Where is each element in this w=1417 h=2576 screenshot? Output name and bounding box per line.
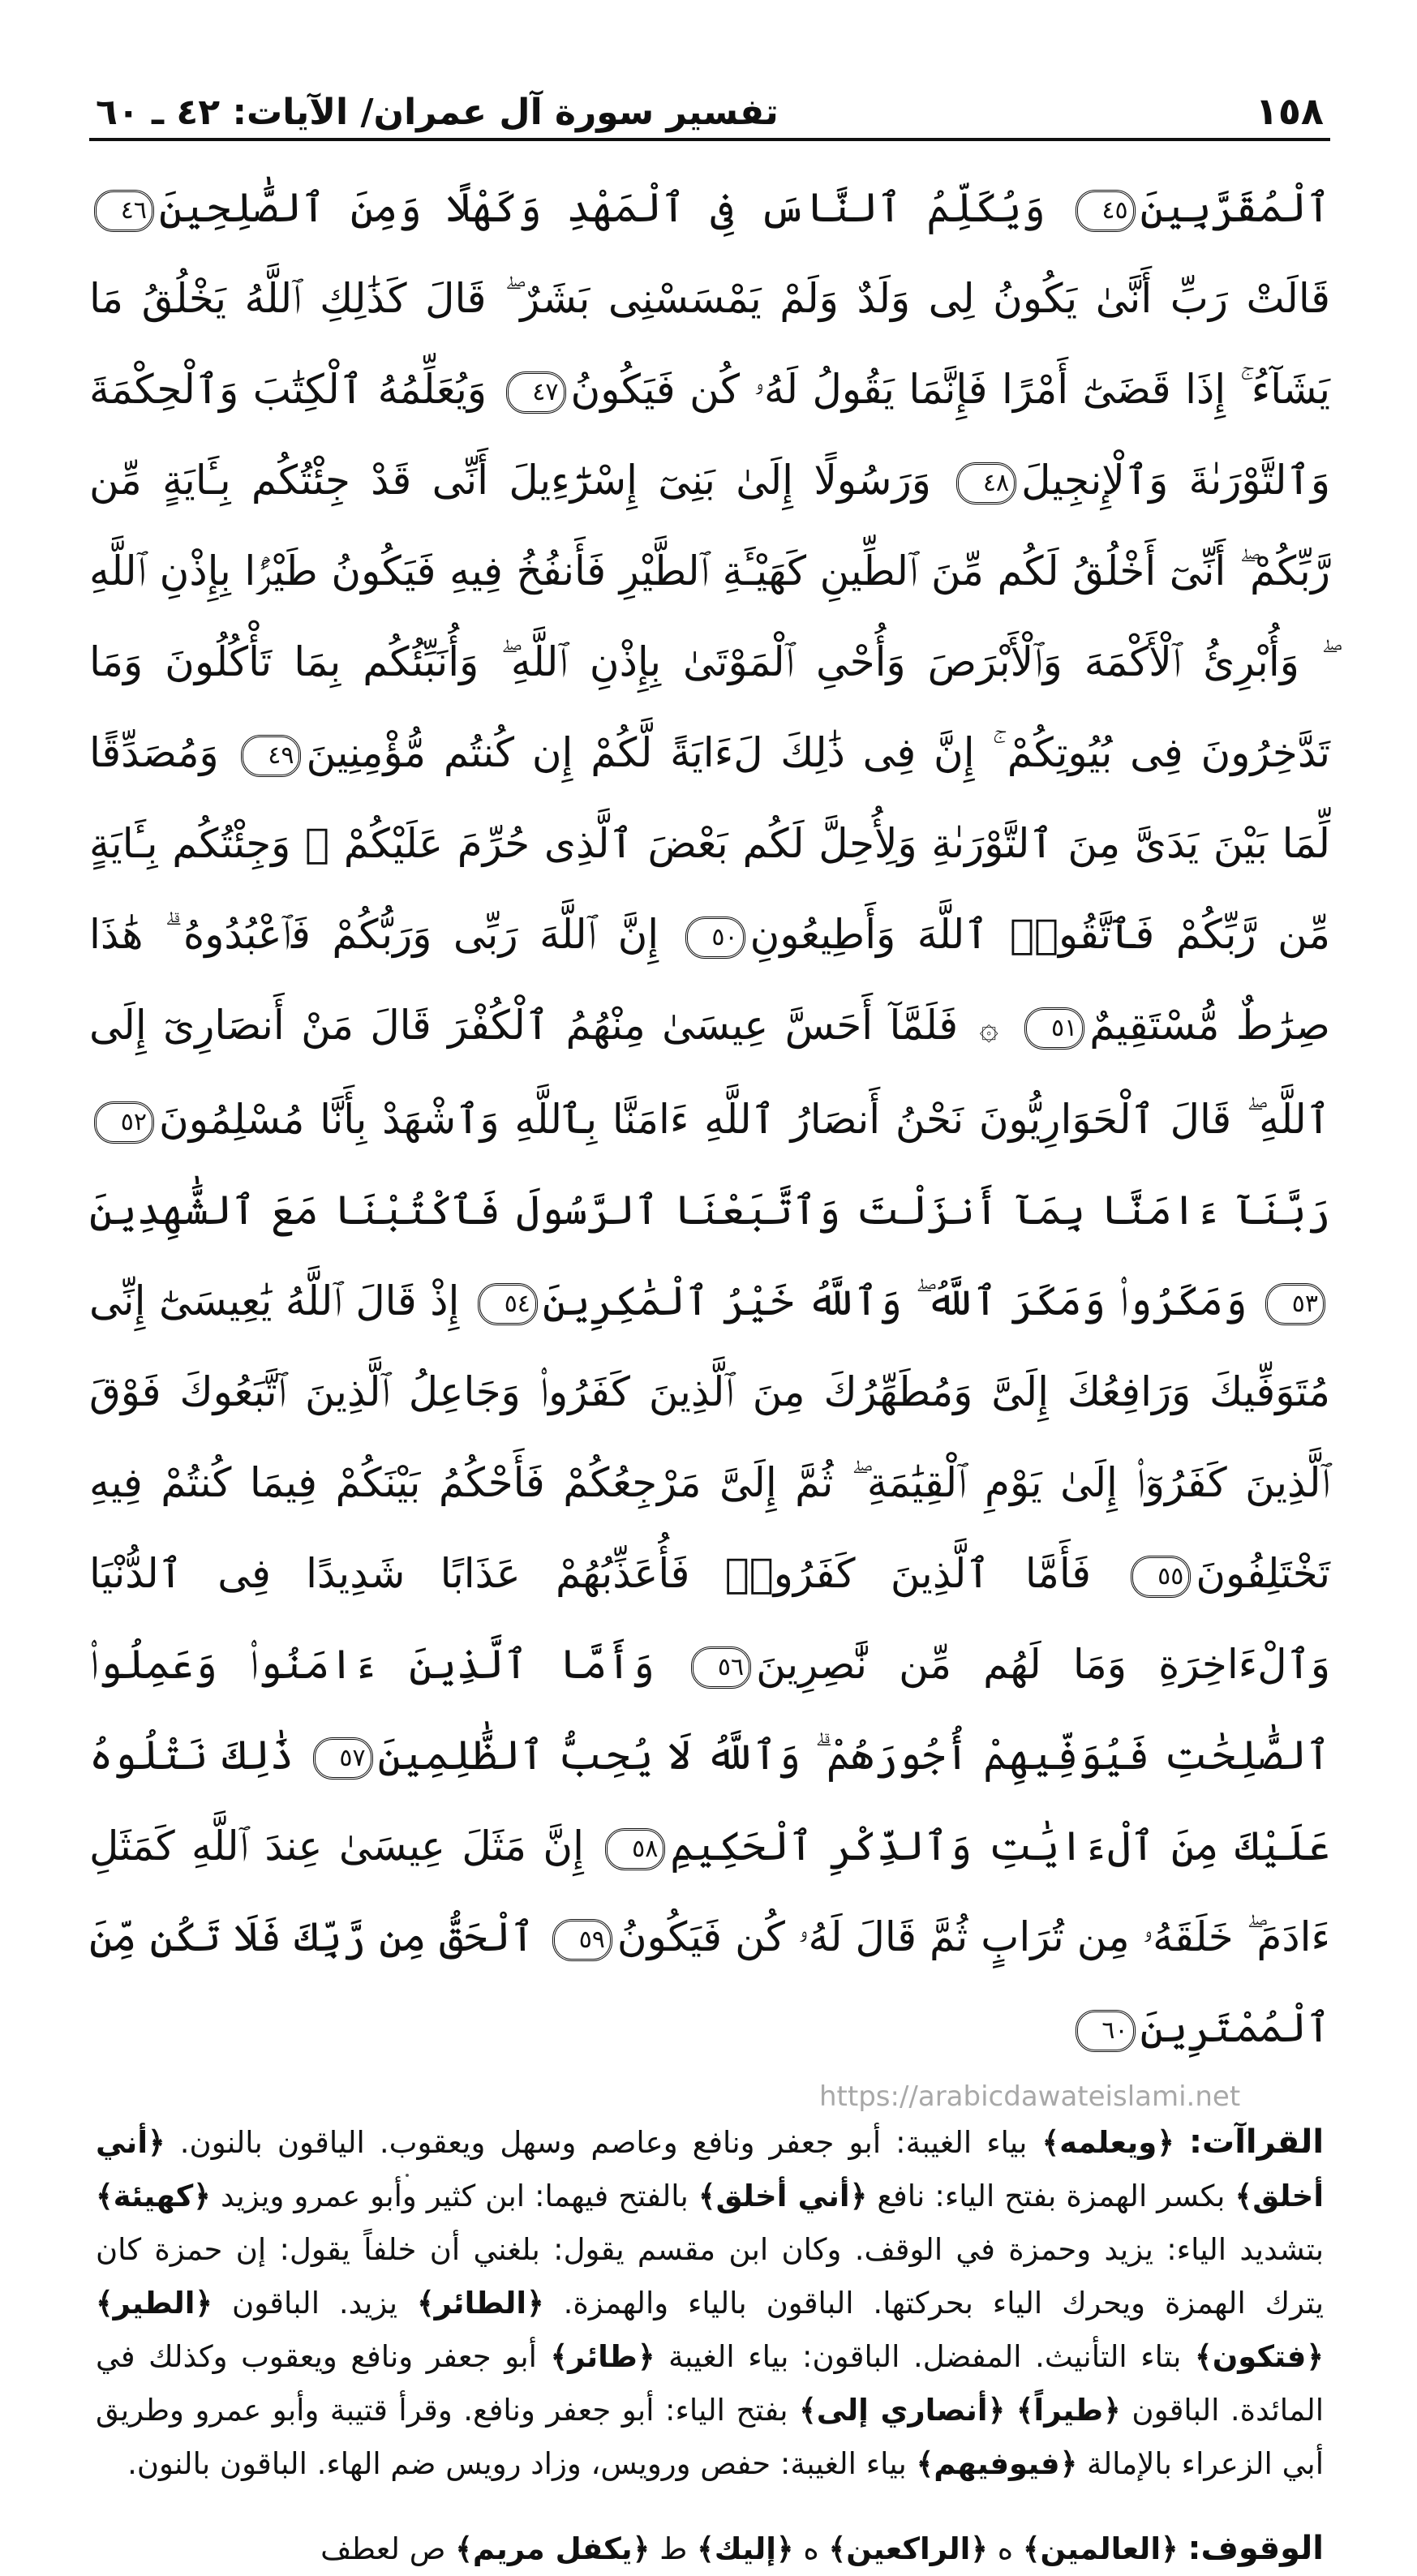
- reading-text: بياء الغيبة: حفص ورويس، وزاد رويس ضم الهاء. الباقون بالنون.: [127, 2446, 907, 2481]
- reading-term: ﴿أنصاري إلى﴾: [799, 2393, 1006, 2428]
- reading-term: ﴿طائر﴾: [550, 2339, 655, 2374]
- print-speck: [406, 2174, 409, 2177]
- stop-term: ﴿الراكعين﴾: [828, 2531, 988, 2566]
- reading-term: ﴿كهيئة﴾: [96, 2179, 211, 2213]
- book-page: [89, 89, 1330, 2576]
- stop-term: ﴿إليك﴾: [697, 2531, 794, 2566]
- ayah-number-marker: ٥٠: [685, 917, 745, 959]
- verse-text: ٱلْحَقُّ مِن رَّبِّكَ فَلَا تَكُن مِّنَ ٱلْمُمْتَرِينَ: [89, 1913, 1330, 2051]
- reading-text: يزيد. الباقون: [232, 2286, 398, 2321]
- ayah-number-marker: ٥٨: [605, 1828, 665, 1870]
- ayah-number-marker: ٦٠: [1076, 2010, 1136, 2052]
- reading-text: أبو جعفر ونافع ويعقوب وكذلك في المائدة. الباقون: [96, 2339, 1325, 2428]
- hizb-marker-icon: ۞: [979, 1010, 998, 1047]
- reading-text: بفتح الياء: أبو جعفر ونافع. وقرأ قتيبة وأبو عمرو وطريق أبي الزعراء بالإمالة: [96, 2393, 1324, 2481]
- verse-text: وَيُكَلِّمُ ٱلنَّاسَ فِى ٱلْمَهْدِ وَكَهْلًا وَمِنَ ٱلصَّٰلِحِينَ: [159, 184, 1046, 231]
- reading-term: ﴿فتكون﴾: [1195, 2339, 1324, 2374]
- reading-text: بتشديد الياء: يزيد وحمزة في الوقف. وكان ابن مقسم يقول: بلغني أن خلفاً يقول: إن حمزة كان يترك الهمزة ويحرك الياء بحركتها. الباقون بالياء والهمزة.: [96, 2232, 1325, 2321]
- ayah-number-marker: ٥٤: [478, 1283, 538, 1325]
- ayah-number-marker: ٥٧: [313, 1737, 373, 1780]
- page-number: ١٥٨: [1255, 89, 1324, 133]
- verse-text: وَمُصَدِّقًا لِّمَا بَيْنَ يَدَىَّ مِنَ ٱلتَّوْرَىٰةِ وَلِأُحِلَّ لَكُم بَعْضَ ٱلَّذِى حُرِّمَ عَلَيْكُمْ ۚ وَجِئْتُكُم بِـَٔايَةٍ مِّن رَّبِّكُمْ فَٱتَّقُوا۟ ٱللَّهَ وَأَطِيعُونِ: [89, 729, 1330, 958]
- verse-text: قَالَتْ رَبِّ أَنَّىٰ يَكُونُ لِى وَلَدٌ وَلَمْ يَمْسَسْنِى بَشَرٌ ۖ قَالَ كَذَٰلِكِ ٱللَّهُ يَخْلُقُ مَا يَشَآءُ ۚ إِذَا قَضَىٰٓ أَمْرًا فَإِنَّمَا يَقُولُ لَهُۥ كُن فَيَكُونُ: [89, 275, 1330, 413]
- running-title: تفسير سورة آل عمران/ الآيات: ٤٢ ـ ٦٠: [96, 92, 779, 133]
- verse-text: ٱلْمُقَرَّبِينَ: [1140, 184, 1330, 231]
- reading-text: بتاء التأنيث. المفضل. الباقون: بياء الغيبة: [668, 2339, 1182, 2374]
- reading-text: بياء الغيبة: أبو جعفر ونافع وعاصم وسهل ويعقوب. الياقون بالنون.: [179, 2125, 1028, 2160]
- reading-term: ﴿طيراً﴾: [1016, 2393, 1121, 2428]
- reading-term: ﴿أني أخلق﴾: [698, 2179, 868, 2213]
- reading-text: بالفتح فيهما: ابن كثير وأبو عمرو ويزيد: [221, 2179, 689, 2213]
- ayah-number-marker: ٤٩: [241, 735, 301, 777]
- verse-text: رَبَّنَآ ءَامَنَّا بِمَآ أَنزَلْتَ وَٱتَّبَعْنَا ٱلرَّسُولَ فَٱكْتُبْنَا مَعَ ٱلشَّٰهِدِينَ: [89, 1187, 1330, 1234]
- verse-text: إِنَّ مَثَلَ عِيسَىٰ عِندَ ٱللَّهِ كَمَثَلِ ءَادَمَ ۖ خَلَقَهُۥ مِن تُرَابٍ ثُمَّ قَالَ لَهُۥ كُن فَيَكُونُ: [89, 1823, 1330, 1960]
- reading-term: ﴿الطائر﴾: [416, 2286, 544, 2321]
- verse-text: وَأَمَّا ٱلَّذِينَ ءَامَنُوا۟ وَعَمِلُوا۟ ٱلصَّٰلِحَٰتِ فَيُوَفِّيهِمْ أُجُورَهُمْ ۗ وَٱللَّهُ لَا يُحِبُّ ٱلظَّٰلِمِينَ: [89, 1641, 1330, 1779]
- ayah-number-marker: ٤٧: [506, 371, 566, 414]
- stop-term: ﴿العالمين﴾: [1022, 2531, 1179, 2566]
- verse-text: ذَٰلِكَ نَتْلُوهُ عَلَيْكَ مِنَ ٱلْءَايَٰتِ وَٱلذِّكْرِ ٱلْحَكِيمِ: [89, 1732, 1331, 1870]
- stop-mark: ه: [997, 2531, 1014, 2566]
- stop-mark: ه: [803, 2531, 819, 2566]
- reading-text: بكسر الهمزة بفتح الياء: نافع: [877, 2179, 1226, 2213]
- readings-section: [89, 2115, 1330, 2491]
- verse-text: فَأَمَّا ٱلَّذِينَ كَفَرُوا۟ فَأُعَذِّبُهُمْ عَذَابًا شَدِيدًا فِى ٱلدُّنْيَا وَٱلْءَاخِرَةِ وَمَا لَهُم مِّن نَّٰصِرِينَ: [89, 1550, 1330, 1688]
- ayah-number-marker: ٥١: [1024, 1007, 1084, 1050]
- reading-term: ﴿ويعلمه﴾: [1041, 2125, 1174, 2160]
- verse-text: وَيُعَلِّمُهُ ٱلْكِتَٰبَ وَٱلْحِكْمَةَ وَٱلتَّوْرَىٰةَ وَٱلْإِنجِيلَ: [89, 366, 1330, 504]
- verse-text: إِذْ قَالَ ٱللَّهُ يَٰعِيسَىٰٓ إِنِّى مُتَوَفِّيكَ وَرَافِعُكَ إِلَىَّ وَمُطَهِّرُكَ مِنَ ٱلَّذِينَ كَفَرُوا۟ وَجَاعِلُ ٱلَّذِينَ ٱتَّبَعُوكَ فَوْقَ ٱلَّذِينَ كَفَرُوٓا۟ إِلَىٰ يَوْمِ ٱلْقِيَٰمَةِ ۖ ثُمَّ إِلَىَّ مَرْجِعُكُمْ فَأَحْكُمُ بَيْنَكُمْ فِيمَا كُنتُمْ فِيهِ تَخْتَلِفُونَ: [89, 1277, 1330, 1597]
- ayah-number-marker: ٥٢: [94, 1101, 154, 1144]
- stops-label: الوقوف:: [1187, 2530, 1324, 2567]
- verse-text: وَمَكَرُوا۟ وَمَكَرَ ٱللَّهُ ۖ وَٱللَّهُ خَيْرُ ٱلْمَٰكِرِينَ: [542, 1277, 1247, 1324]
- ayah-number-marker: ٥٩: [552, 1919, 612, 1961]
- readings-label: القراآت:: [1189, 2123, 1325, 2161]
- ayah-number-marker: ٥٥: [1131, 1556, 1191, 1598]
- header-rule: [89, 138, 1330, 141]
- stop-mark: ط: [659, 2531, 688, 2566]
- verse-text: إِنَّ ٱللَّهَ رَبِّى وَرَبُّكُمْ فَٱعْبُدُوهُ ۗ هَٰذَا صِرَٰطٌ مُّسْتَقِيمٌ: [89, 911, 1330, 1049]
- reading-term: ﴿فيوفيهم﴾: [916, 2446, 1078, 2481]
- ayah-number-marker: ٤٨: [956, 462, 1016, 504]
- ayah-number-marker: ٤٦: [94, 190, 154, 232]
- reading-term: ﴿أني أخلق﴾: [96, 2125, 1325, 2213]
- ayah-number-marker: ٥٣: [1265, 1283, 1325, 1325]
- stop-term: ﴿يكفل مريم﴾: [455, 2531, 651, 2566]
- verse-text: وَرَسُولًا إِلَىٰ بَنِىٓ إِسْرَٰٓءِيلَ أَنِّى قَدْ جِئْتُكُم بِـَٔايَةٍ مِّن رَّبِّكُمْ ۖ أَنِّىٓ أَخْلُقُ لَكُم مِّنَ ٱلطِّينِ كَهَيْـَٔةِ ٱلطَّيْرِ فَأَنفُخُ فِيهِ فَيَكُونُ طَيْرًۢا بِإِذْنِ ٱللَّهِ ۖ وَأُبْرِئُ ٱلْأَكْمَهَ وَٱلْأَبْرَصَ وَأُحْىِ ٱلْمَوْتَىٰ بِإِذْنِ ٱللَّهِ ۖ وَأُنَبِّئُكُم بِمَا تَأْكُلُونَ وَمَا تَدَّخِرُونَ فِى بُيُوتِكُمْ ۚ إِنَّ فِى ذَٰلِكَ لَءَايَةً لَّكُمْ إِن كُنتُم مُّؤْمِنِينَ: [89, 457, 1330, 776]
- stops-section: [89, 2522, 1330, 2576]
- stop-mark: ص لعطف: [320, 2531, 446, 2566]
- quran-text-block: [89, 162, 1330, 2073]
- ayah-number-marker: ٥٦: [691, 1646, 751, 1689]
- page-header: [89, 89, 1330, 138]
- reading-term: ﴿الطير﴾: [96, 2286, 213, 2321]
- watermark-url: https://arabicdawateislami.net: [819, 2080, 1241, 2113]
- verse-text: فَلَمَّآ أَحَسَّ عِيسَىٰ مِنْهُمُ ٱلْكُفْرَ قَالَ مَنْ أَنصَارِىٓ إِلَى ٱللَّهِ ۖ قَالَ ٱلْحَوَارِيُّونَ نَحْنُ أَنصَارُ ٱللَّهِ ءَامَنَّا بِٱللَّهِ وَٱشْهَدْ بِأَنَّا مُسْلِمُونَ: [89, 1002, 1330, 1143]
- ayah-number-marker: ٤٥: [1076, 190, 1136, 232]
